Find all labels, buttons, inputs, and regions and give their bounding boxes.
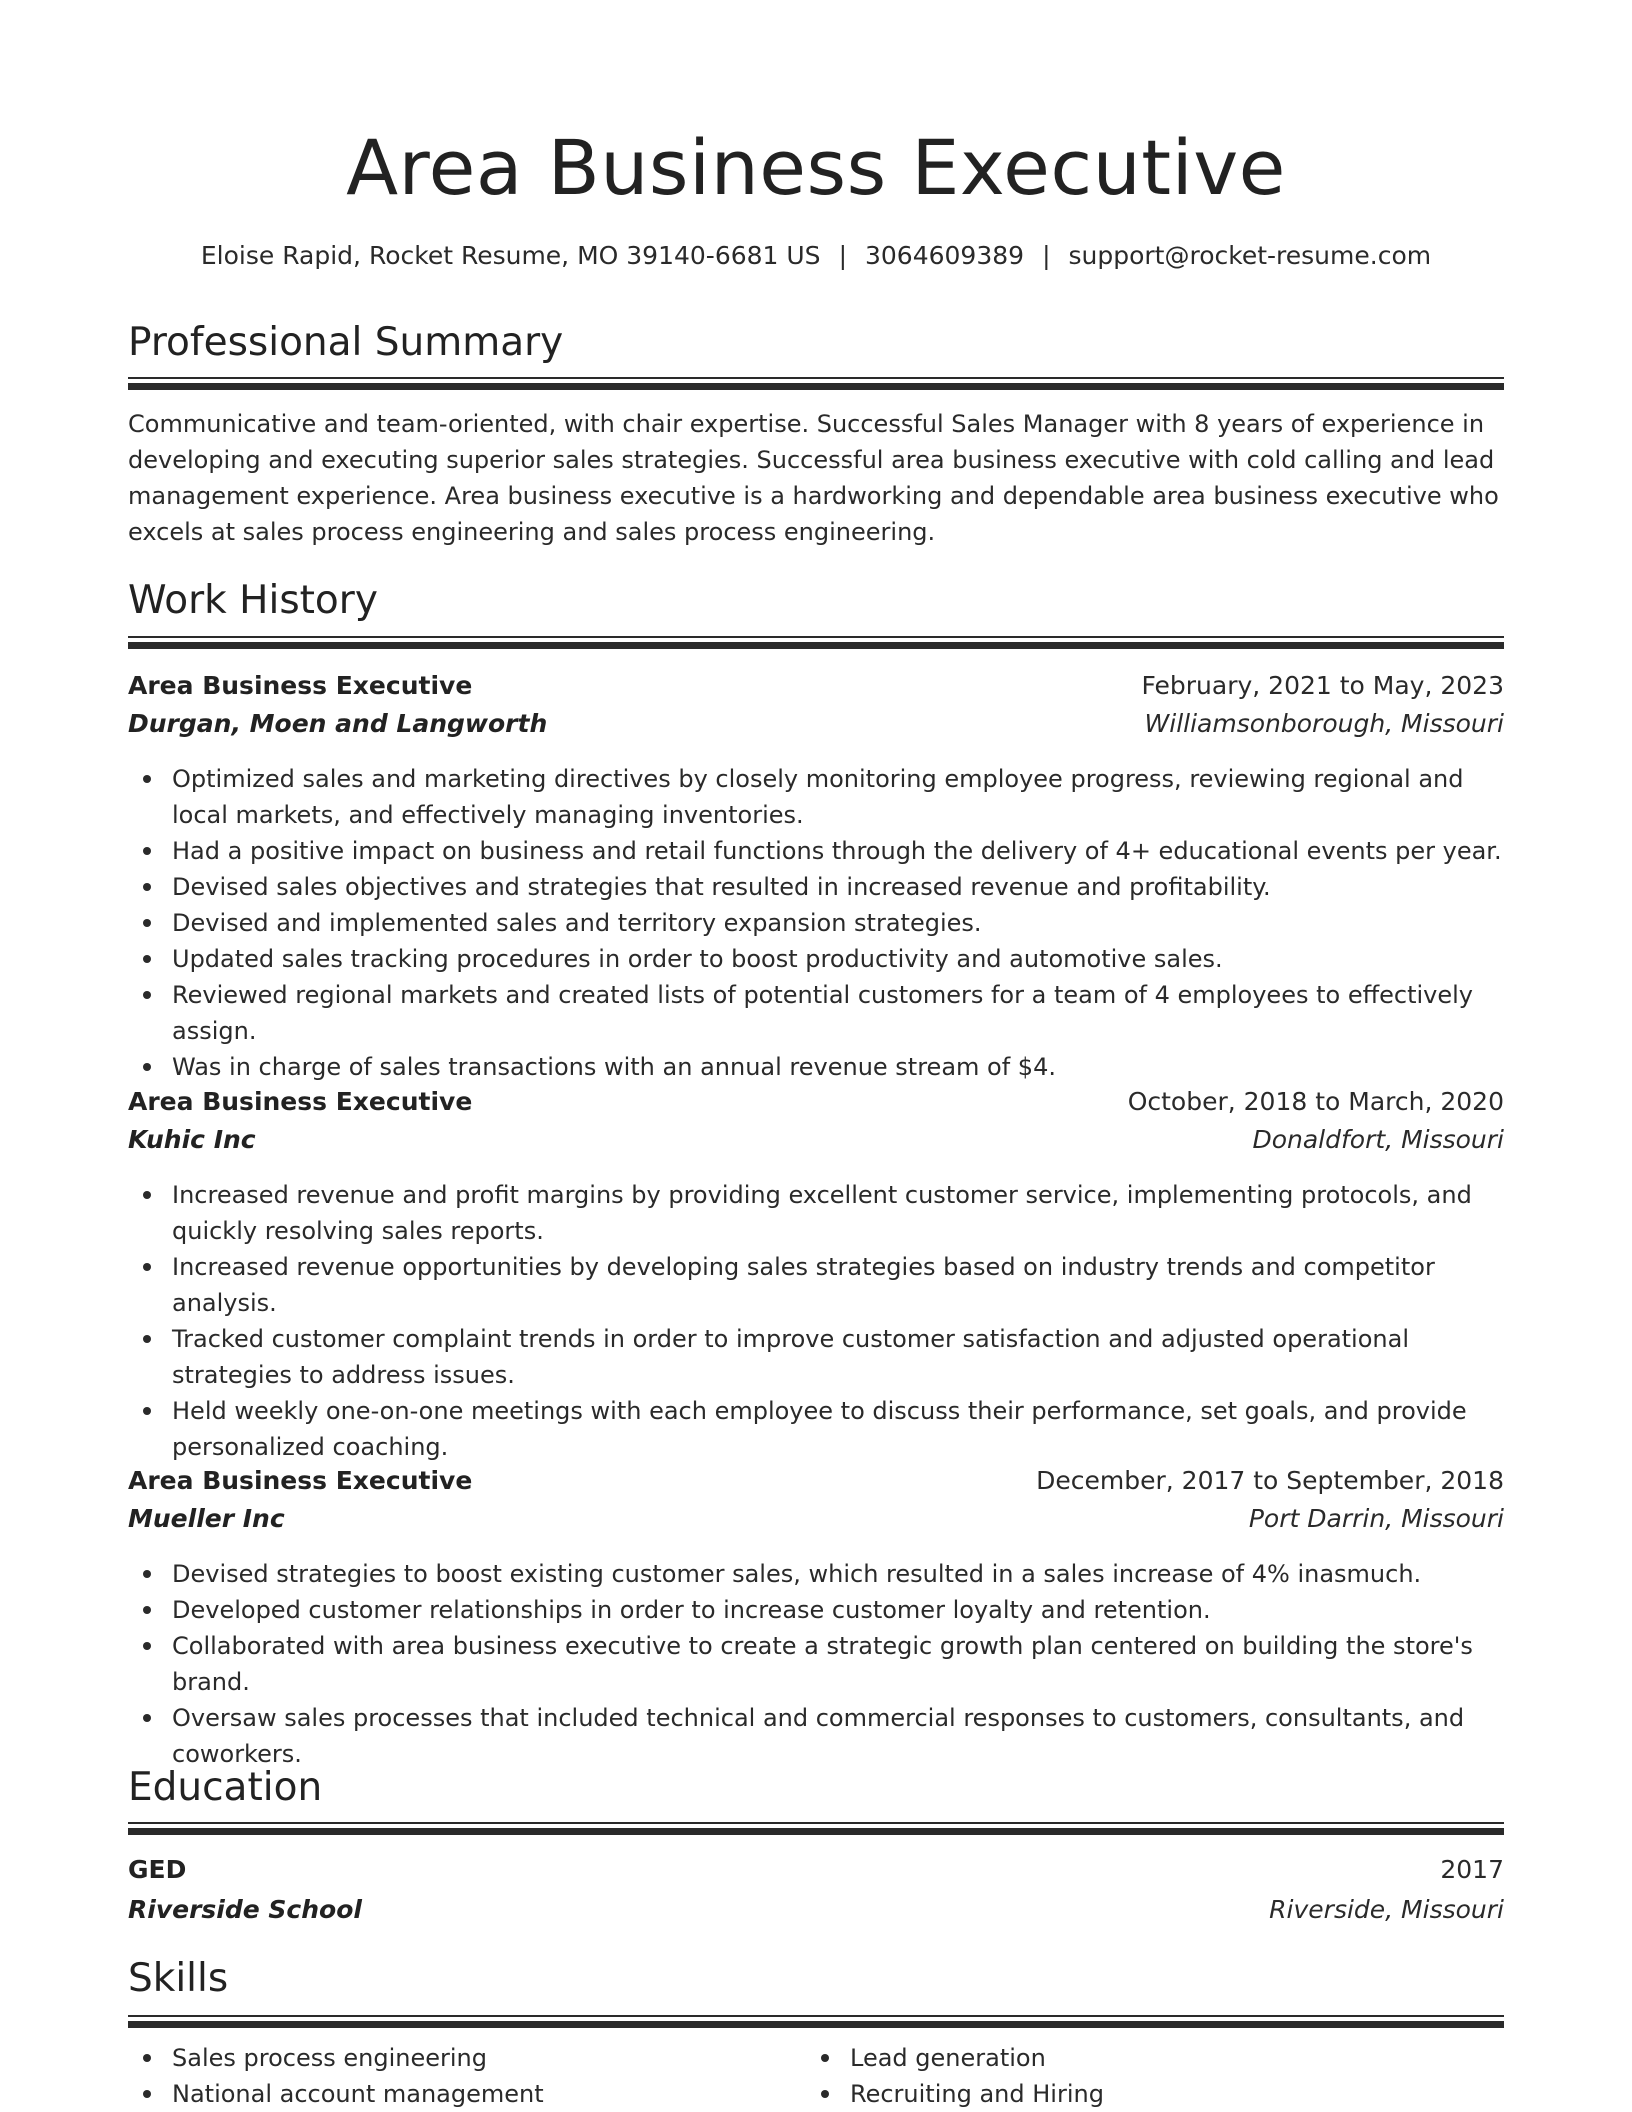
- section-title-summary: Professional Summary: [128, 320, 564, 365]
- job-company: Durgan, Moen and Langworth: [128, 709, 548, 738]
- skill-item: Lead generation: [850, 2040, 1446, 2076]
- job-bullet: Updated sales tracking procedures in order to boost productivity and automotive sales.: [172, 941, 1504, 977]
- job-bullet: Devised strategies to boost existing customer sales, which resulted in a sales increase of 4% inasmuch.: [172, 1556, 1504, 1592]
- section-title-skills: Skills: [128, 1956, 229, 2001]
- job-company: Mueller Inc: [128, 1504, 285, 1533]
- education-school: Riverside School: [128, 1895, 362, 1924]
- job-header: [128, 1463, 1504, 1539]
- job-bullet: Devised sales objectives and strategies that resulted in increased revenue and profitability.: [172, 869, 1504, 905]
- job-location: Williamsonborough, Missouri: [1144, 709, 1504, 738]
- skills-column-left: [128, 2040, 768, 2112]
- skills-column-right: [806, 2040, 1446, 2112]
- job-bullet: Optimized sales and marketing directives by closely monitoring employee progress, reviewing regional and local markets, and effectively managing inventories.: [172, 761, 1504, 833]
- section-divider: [128, 636, 1504, 649]
- job-location: Donaldfort, Missouri: [1252, 1125, 1504, 1154]
- contact-separator: |: [838, 241, 847, 270]
- job-bullet: Devised and implemented sales and territory expansion strategies.: [172, 905, 1504, 941]
- job-bullet: Increased revenue opportunities by developing sales strategies based on industry trends and competitor analysis.: [172, 1249, 1504, 1321]
- education-entry: [128, 1852, 1504, 1928]
- skill-item: Recruiting and Hiring: [850, 2076, 1446, 2112]
- contact-line: [128, 238, 1504, 274]
- job-bullet: Increased revenue and profit margins by providing excellent customer service, implementing protocols, and quickly resolving sales reports.: [172, 1177, 1504, 1249]
- summary-text: Communicative and team-oriented, with chair expertise. Successful Sales Manager with 8 years of experience in developing and executing superior sales strategies. Successful area business executive with cold calling and lead management experience. Area business executive is a hardworking and dependable area business executive who excels at sales process engineering and sales process engineering.: [128, 410, 1499, 546]
- job-dates: December, 2017 to September, 2018: [1036, 1466, 1504, 1495]
- job-title: Area Business Executive: [128, 1087, 473, 1116]
- section-divider: [128, 2015, 1504, 2028]
- resume-page: [128, 0, 1504, 2112]
- job-title: Area Business Executive: [128, 1466, 473, 1495]
- job-title: Area Business Executive: [128, 671, 473, 700]
- education-degree: GED: [128, 1855, 187, 1884]
- job-bullet-list: [128, 761, 1504, 1085]
- job-bullet: Developed customer relationships in order to increase customer loyalty and retention.: [172, 1592, 1504, 1628]
- job-location: Port Darrin, Missouri: [1248, 1504, 1504, 1533]
- contact-separator: |: [1042, 241, 1051, 270]
- job-dates: October, 2018 to March, 2020: [1127, 1087, 1504, 1116]
- job-bullet-list: [128, 1177, 1504, 1465]
- education-year: 2017: [1440, 1855, 1504, 1884]
- section-divider: [128, 377, 1504, 390]
- skill-item: National account management: [172, 2076, 768, 2112]
- contact-address: Eloise Rapid, Rocket Resume, MO 39140-6681 US: [200, 241, 821, 270]
- job-bullet: Had a positive impact on business and retail functions through the delivery of 4+ educational events per year.: [172, 833, 1504, 869]
- job-bullet-list: [128, 1556, 1504, 1772]
- job-bullet: Oversaw sales processes that included technical and commercial responses to customers, consultants, and coworkers.: [172, 1700, 1504, 1772]
- skill-item: Sales process engineering: [172, 2040, 768, 2076]
- education-location: Riverside, Missouri: [1269, 1895, 1504, 1924]
- contact-phone: 3064609389: [865, 241, 1025, 270]
- resume-title: Area Business Executive: [346, 123, 1286, 212]
- job-header: [128, 668, 1504, 744]
- job-bullet: Held weekly one-on-one meetings with each employee to discuss their performance, set goals, and provide personalized coaching.: [172, 1393, 1504, 1465]
- contact-email: support@rocket-resume.com: [1068, 241, 1432, 270]
- job-bullet: Tracked customer complaint trends in order to improve customer satisfaction and adjusted operational strategies to address issues.: [172, 1321, 1504, 1393]
- skills-list: [128, 2040, 1504, 2112]
- job-bullet: Reviewed regional markets and created lists of potential customers for a team of 4 employees to effectively assign.: [172, 977, 1504, 1049]
- section-title-work-history: Work History: [128, 578, 378, 623]
- job-dates: February, 2021 to May, 2023: [1141, 671, 1504, 700]
- job-bullet: Was in charge of sales transactions with an annual revenue stream of $4.: [172, 1049, 1504, 1085]
- section-divider: [128, 1822, 1504, 1835]
- job-bullet: Collaborated with area business executive to create a strategic growth plan centered on building the store's brand.: [172, 1628, 1504, 1700]
- section-title-education: Education: [128, 1765, 323, 1810]
- job-company: Kuhic Inc: [128, 1125, 256, 1154]
- job-header: [128, 1084, 1504, 1160]
